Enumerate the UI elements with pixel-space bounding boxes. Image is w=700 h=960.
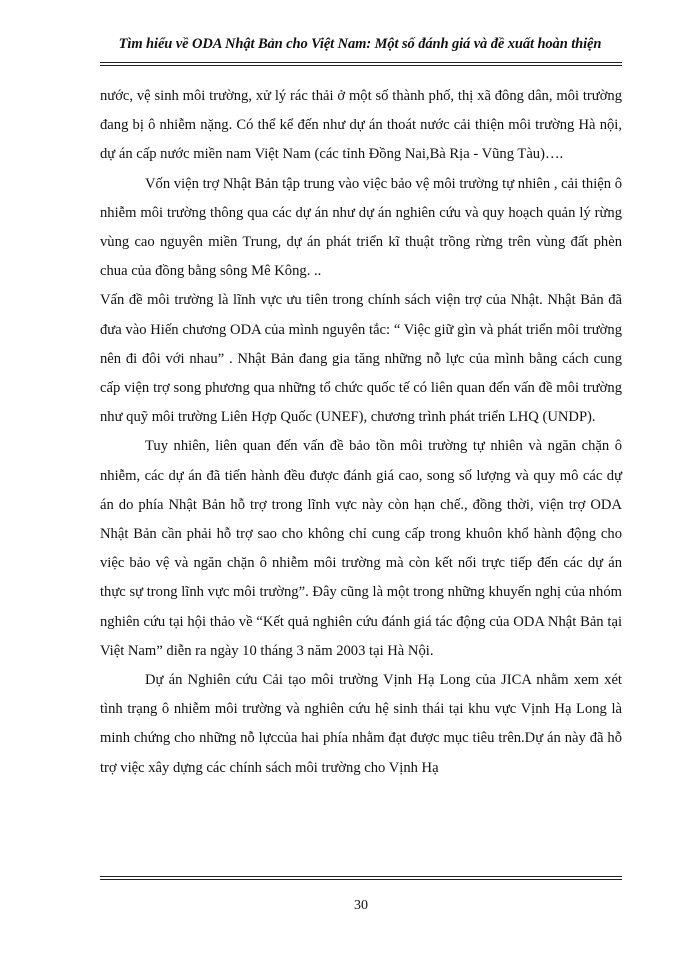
footer-rule-top: [100, 876, 622, 877]
header-rule-top: [100, 62, 622, 63]
paragraph: Vấn đề môi trường là lĩnh vực ưu tiên trong chính sách viện trợ của Nhật. Nhật Bản đã đưa vào Hiến chương ODA của mình nguyên tắc: “ Việc giữ gìn và phát triển môi trường nên đi đôi với nhau” . Nhật Bản đang gia tăng những nỗ lực của mình bằng cách cung cấp viện trợ song phương qua những tổ chức quốc tế có liên quan đến vấn đề môi trường như quỹ môi trường Liên Hợp Quốc (UNEF), chương trình phát triển LHQ (UNDP).: [100, 292, 622, 426]
paragraph: Dự án Nghiên cứu Cải tạo môi trường Vịnh Hạ Long của JICA nhằm xem xét tình trạng ô nhiễm môi trường và nghiên cứu hệ sinh thái tại khu vực Vịnh Hạ Long là minh chứng cho những nỗ lựccủa hai phía nhằm đạt được mục tiêu trên.Dự án này đã hỗ trợ việc xây dựng các chính sách môi trường cho Vịnh Hạ: [100, 672, 622, 776]
page-number: 30: [354, 898, 368, 913]
paragraph-continuation: nước, vệ sinh môi trường, xử lý rác thải ở một số thành phố, thị xã đông dân, môi trường đang bị ô nhiễm nặng. Có thể kể đến như dự án thoát nước cải thiện môi trường Hà nội, dự án cấp nước miền nam Việt Nam (các tỉnh Đồng Nai,Bà Rịa - Vũng Tàu)….: [100, 88, 622, 163]
running-header: Tìm hiểu về ODA Nhật Bản cho Việt Nam: Một số đánh giá và đề xuất hoàn thiện: [118, 36, 602, 52]
body-text: [100, 82, 622, 783]
paragraph: Tuy nhiên, liên quan đến vấn đề bảo tồn môi trường tự nhiên và ngăn chặn ô nhiễm, các dự án đã tiến hành đều được đánh giá cao, song số lượng và quy mô các dự án do phía Nhật Bản hỗ trợ trong lĩnh vực này còn hạn chế., đồng thời, viện trợ ODA Nhật Bản cần phải hỗ trợ sao cho không chỉ cung cấp trong khuôn khổ hành động cho việc bảo vệ và ngăn chặn ô nhiễm môi trường mà còn kết nối trực tiếp đến các dự án thực sự trong lĩnh vực môi trường”. Đây cũng là một trong những khuyến nghị của nhóm nghiên cứu tại hội thảo về “Kết quả nghiên cứu đánh giá tác động của ODA Nhật Bản tại Việt Nam” diễn ra ngày 10 tháng 3 năm 2003 tại Hà Nội.: [100, 438, 622, 659]
footer-rule-bottom: [100, 879, 622, 880]
paragraph: Vốn viện trợ Nhật Bản tập trung vào việc bảo vệ môi trường tự nhiên , cải thiện ô nhiễm môi trường thông qua các dự án như dự án nghiên cứu và quy hoạch quản lý rừng vùng cao nguyên miền Trung, dự án phát triển kĩ thuật trồng rừng trên vùng đất phèn chua của đồng bằng sông Mê Kông. ..: [100, 175, 622, 280]
header-rule-bottom: [100, 65, 622, 66]
